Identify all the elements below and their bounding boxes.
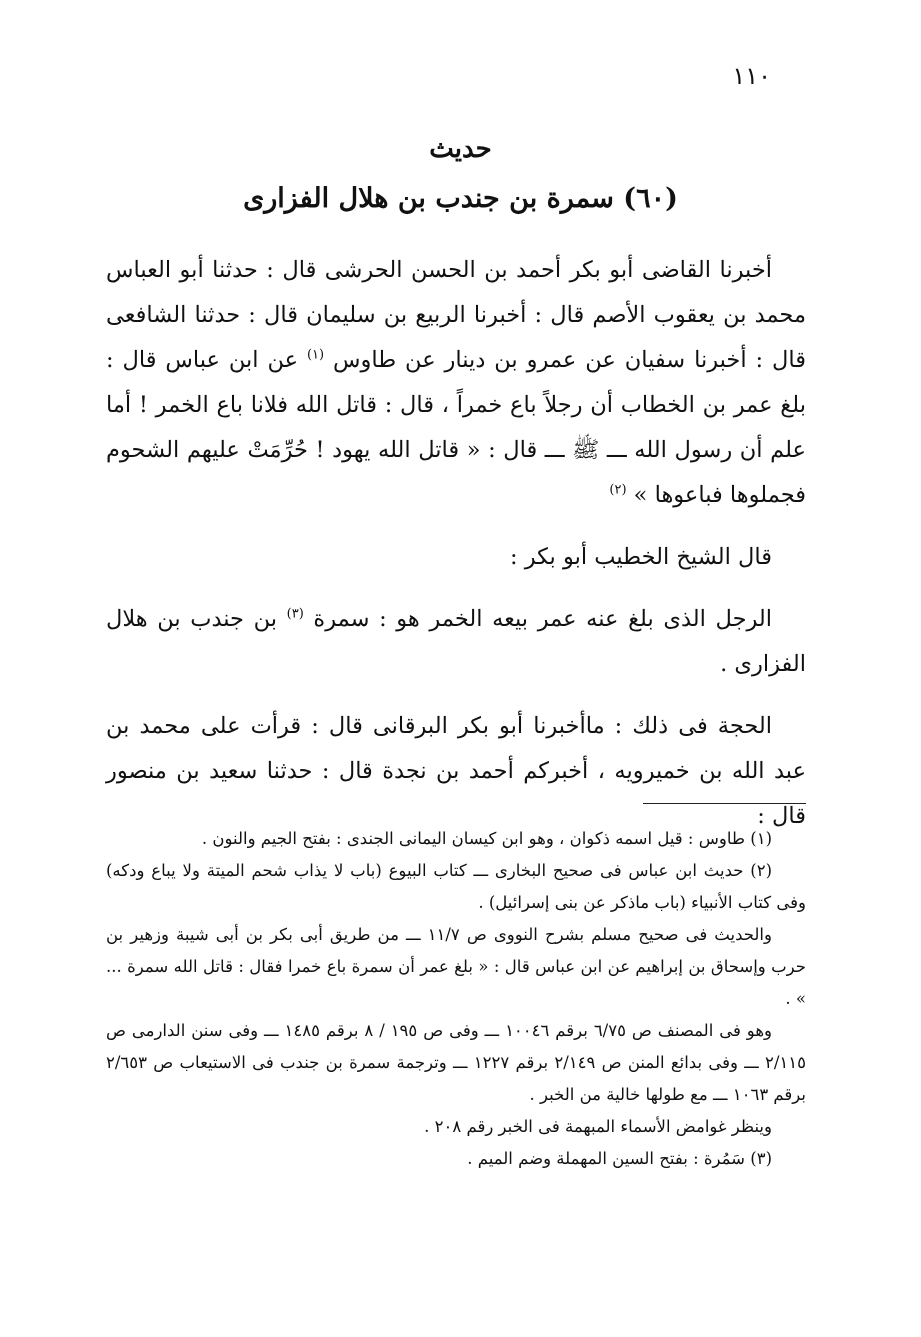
heading-hadith: حديث	[429, 134, 492, 164]
paragraph-text: عن ابن عباس قال : بلغ عمر بن الخطاب أن رجلاً باع خمراً ، قال : قاتل الله فلانا باع الخمر ! أما علم أن رسول الله ـــ ﷺ ـــ قال : « قاتل الله يهود ! حُرِّمَتْ عليهم الشحوم فجملوها فباعوها »	[106, 347, 806, 508]
main-text	[106, 248, 806, 856]
footnote-2-continued: والحديث فى صحيح مسلم بشرح النووى ص ١١/٧ ـــ من طريق أبى بكر بن أبى شيبة وزهير بن حرب وإسحاق بن إبراهيم عن ابن عباس قال : « بلغ عمر أن سمرة باع خمرا فقال : قاتل الله سمرة ... » .	[106, 925, 806, 1008]
footnote-2: (٢) حديث ابن عباس فى صحيح البخارى ـــ كتاب البيوع (باب لا يذاب شحم الميتة ولا يباع ودكه) وفى كتاب الأنبياء (باب ماذكر عن بنى إسرائيل) .	[106, 861, 806, 912]
page-number: ١١٠	[732, 62, 771, 90]
paragraph-text: بن جندب بن هلال الفزارى .	[106, 606, 806, 677]
paragraph-text: الرجل الذى بلغ عنه عمر بيعه الخمر هو : سمرة	[313, 606, 772, 632]
paragraph-identification	[106, 597, 806, 687]
paragraph-isnad	[106, 248, 806, 518]
footnote-3: (٣) سَمُرة : بفتح السين المهملة وضم الميم .	[467, 1149, 772, 1168]
footnote-ref-3: (٣)	[286, 606, 304, 622]
footnote-ref-1: (١)	[306, 347, 325, 363]
footnote-1: (١) طاوس : قيل اسمه ذكوان ، وهو ابن كيسان اليمانى الجندى : بفتح الجيم والنون .	[201, 829, 772, 848]
footnote-2-references: وهو فى المصنف ص ٦/٧٥ برقم ١٠٠٤٦ ـــ وفى ص ١٩٥ / ٨ برقم ١٤٨٥ ـــ وفى سنن الدارمى ص ٢/١١٥ ـــ وفى بدائع المنن ص ٢/١٤٩ برقم ١٢٢٧ ـــ وترجمة سمرة بن جندب فى الاستيعاب ص ٢/٦٥٣ برقم ١٠٦٣ ـــ مع طولها خالية من الخبر .	[106, 1021, 807, 1104]
footnote-divider	[643, 803, 806, 804]
paragraph-text: أخبرنا القاضى أبو بكر أحمد بن الحسن الحرشى قال : حدثنا أبو العباس محمد بن يعقوب الأصم قال : أخبرنا الربيع بن سليمان قال : حدثنا الشافعى قال : أخبرنا سفيان عن عمرو بن دينار عن طاوس	[106, 257, 806, 373]
footnote-2-see-also: وينظر غوامض الأسماء المبهمة فى الخبر رقم ٢٠٨ .	[424, 1117, 772, 1136]
heading-narrator: (٦٠) سمرة بن جندب بن هلال الفزارى	[243, 183, 678, 214]
paragraph-khatib: قال الشيخ الخطيب أبو بكر :	[509, 544, 772, 570]
footnotes	[106, 823, 806, 1175]
footnote-ref-2: (٢)	[609, 482, 627, 498]
paragraph-evidence: الحجة فى ذلك : ماأخبرنا أبو بكر البرقانى قال : قرأت على محمد بن عبد الله بن خميرويه ، أخبركم أحمد بن نجدة قال : حدثنا سعيد بن منصور قال :	[106, 713, 806, 829]
